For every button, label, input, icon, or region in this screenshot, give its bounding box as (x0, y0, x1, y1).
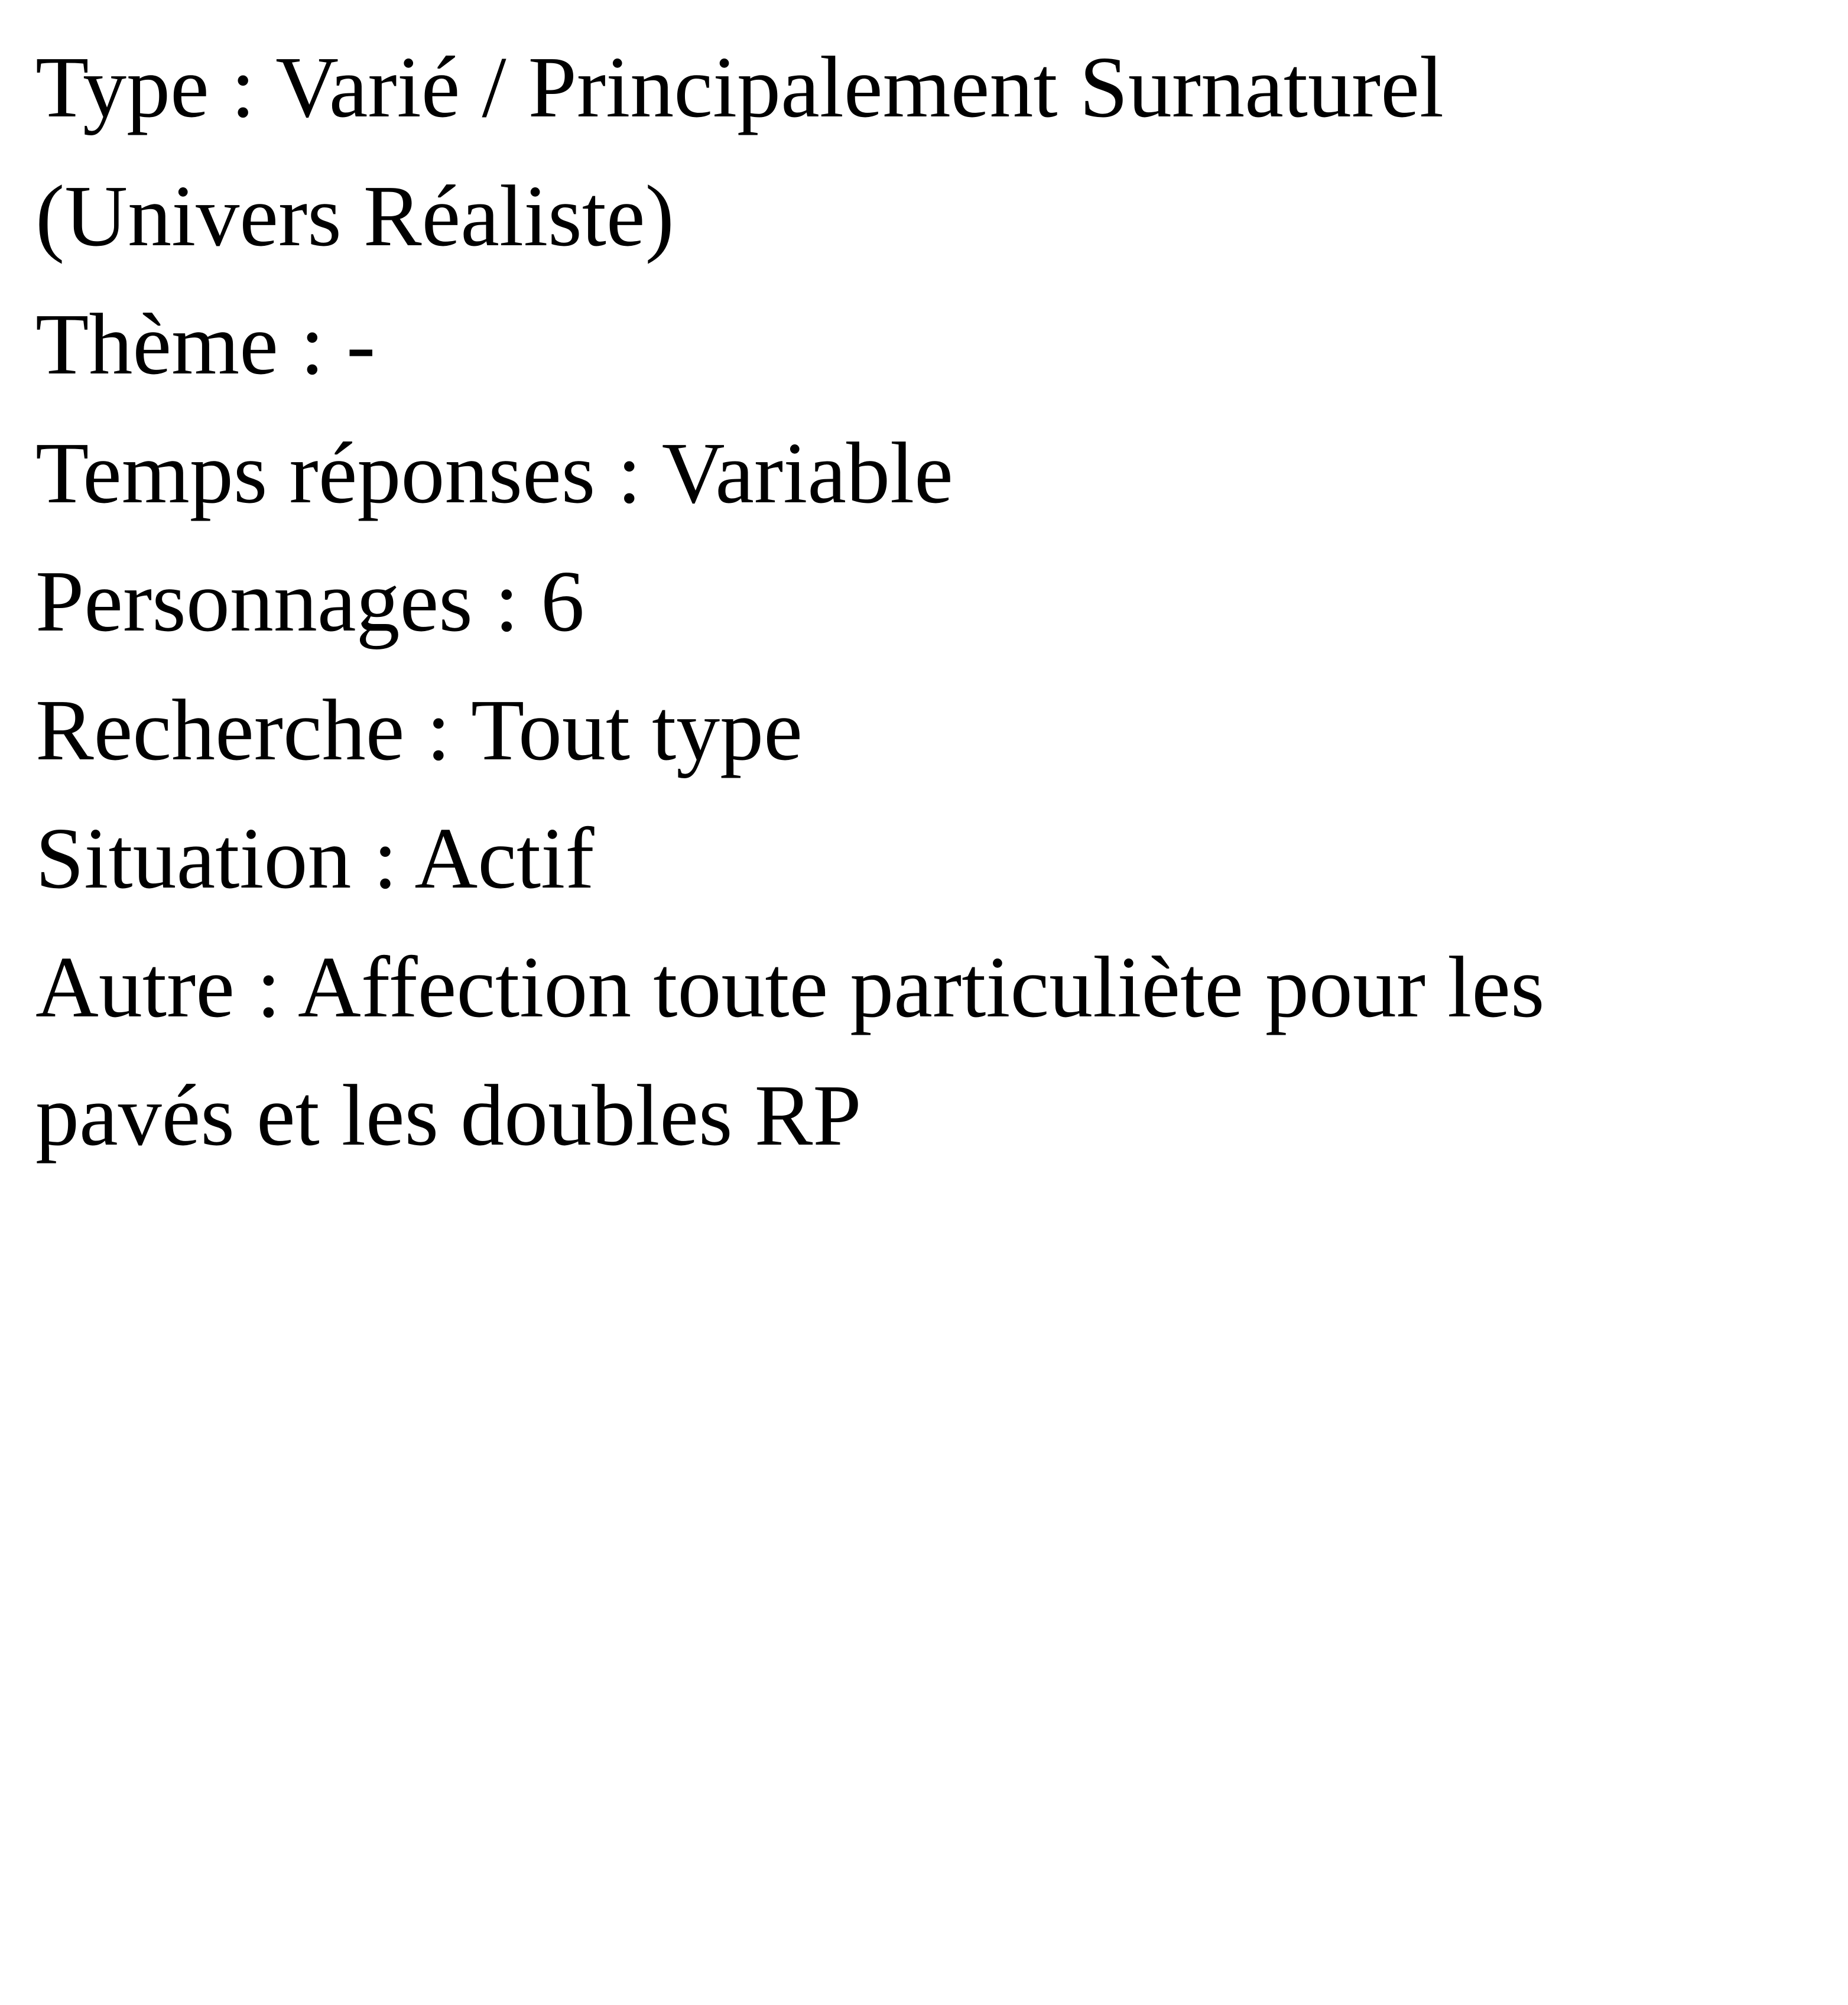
info-line-characters-text: Personnages : 6 (35, 553, 584, 651)
info-line-other (35, 924, 1761, 1181)
info-line-response-time-text: Temps réponses : Variable (35, 424, 953, 522)
info-line-theme-text: Thème : - (35, 296, 376, 394)
info-line-search (35, 667, 1761, 795)
info-line-type-text: Type : Varié / Principalement Surnaturel (Univers Réaliste) (35, 39, 1444, 265)
info-line-theme (35, 281, 1761, 410)
info-line-status (35, 795, 1761, 924)
info-line-status-text: Situation : Actif (35, 810, 595, 908)
info-line-type (35, 24, 1761, 281)
info-line-other-text: Autre : Affection toute particuliète pour les pavés et les doubles RP (35, 938, 1545, 1165)
info-line-search-text: Recherche : Tout type (35, 681, 803, 779)
info-line-characters (35, 538, 1761, 667)
profile-info-list (35, 24, 1813, 1181)
info-line-response-time (35, 410, 1761, 538)
